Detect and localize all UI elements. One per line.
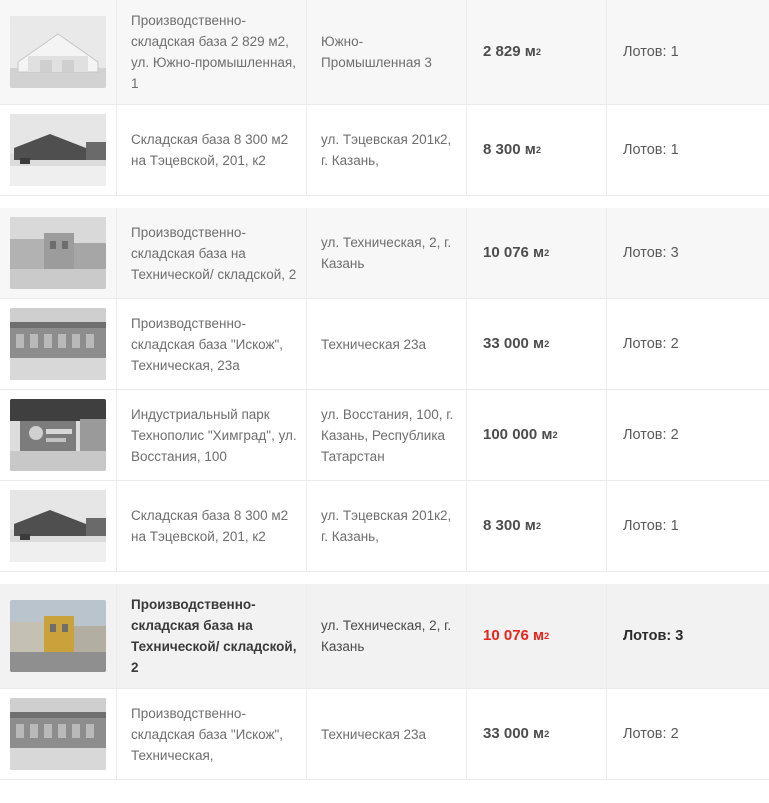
property-area-value: 33 000 м xyxy=(483,335,545,352)
table-row[interactable] xyxy=(0,584,769,689)
property-address: ул. Техническая, 2, г. Казань xyxy=(306,208,466,298)
row-separator xyxy=(0,196,769,208)
property-area: 100 000 м 2 xyxy=(466,390,606,480)
property-address: ул. Тэцевская 201к2, г. Казань, xyxy=(306,105,466,195)
property-lots: Лотов: 3 xyxy=(606,584,769,688)
table-row[interactable] xyxy=(0,0,769,105)
property-title[interactable]: Индустриальный парк Технополис "Химград", ул. Восстания, 100 xyxy=(116,390,306,480)
property-title[interactable]: Производственно-складская база "Искож", Техническая, xyxy=(116,689,306,779)
property-area: 8 300 м 2 xyxy=(466,105,606,195)
property-lots: Лотов: 1 xyxy=(606,481,769,571)
property-lots: Лотов: 2 xyxy=(606,299,769,389)
property-photo xyxy=(10,698,106,770)
row-thumbnail-cell[interactable] xyxy=(0,0,116,104)
table-row[interactable] xyxy=(0,105,769,196)
property-photo xyxy=(10,490,106,562)
property-title[interactable]: Складская база 8 300 м2 на Тэцевской, 201, к2 xyxy=(116,481,306,571)
property-address: ул. Восстания, 100, г. Казань, Республика Татарстан xyxy=(306,390,466,480)
row-thumbnail-cell[interactable] xyxy=(0,105,116,195)
property-photo xyxy=(10,16,106,88)
property-photo xyxy=(10,308,106,380)
property-area: 33 000 м 2 xyxy=(466,689,606,779)
property-area: 8 300 м 2 xyxy=(466,481,606,571)
property-area: 33 000 м 2 xyxy=(466,299,606,389)
table-row[interactable] xyxy=(0,390,769,481)
property-title[interactable]: Производственно-складская база 2 829 м2, ул. Южно-промышленная, 1 xyxy=(116,0,306,104)
property-area: 10 076 м 2 xyxy=(466,584,606,688)
row-thumbnail-cell[interactable] xyxy=(0,689,116,779)
property-area-value: 8 300 м xyxy=(483,517,536,534)
row-thumbnail-cell[interactable] xyxy=(0,584,116,688)
property-photo xyxy=(10,114,106,186)
property-lots: Лотов: 2 xyxy=(606,689,769,779)
property-area-value: 2 829 м xyxy=(483,43,536,60)
property-photo xyxy=(10,217,106,289)
property-area: 10 076 м 2 xyxy=(466,208,606,298)
property-title[interactable]: Производственно-складская база "Искож", Техническая, 23а xyxy=(116,299,306,389)
property-area-value: 10 076 м xyxy=(483,627,545,644)
property-lots: Лотов: 2 xyxy=(606,390,769,480)
row-thumbnail-cell[interactable] xyxy=(0,208,116,298)
table-row[interactable] xyxy=(0,689,769,780)
property-address: Техническая 23а xyxy=(306,689,466,779)
property-address: ул. Тэцевская 201к2, г. Казань, xyxy=(306,481,466,571)
property-area-value: 100 000 м xyxy=(483,426,553,443)
property-area: 2 829 м 2 xyxy=(466,0,606,104)
table-row[interactable] xyxy=(0,481,769,572)
property-address: Техническая 23а xyxy=(306,299,466,389)
property-address: ул. Техническая, 2, г. Казань xyxy=(306,584,466,688)
property-photo xyxy=(10,600,106,672)
row-thumbnail-cell[interactable] xyxy=(0,299,116,389)
property-area-value: 8 300 м xyxy=(483,141,536,158)
table-row[interactable] xyxy=(0,299,769,390)
table-row[interactable] xyxy=(0,208,769,299)
property-photo xyxy=(10,399,106,471)
property-area-value: 10 076 м xyxy=(483,244,545,261)
property-address: Южно-Промышленная 3 xyxy=(306,0,466,104)
property-lots: Лотов: 1 xyxy=(606,0,769,104)
property-area-value: 33 000 м xyxy=(483,725,545,742)
row-separator xyxy=(0,572,769,584)
property-lots: Лотов: 1 xyxy=(606,105,769,195)
property-lots: Лотов: 3 xyxy=(606,208,769,298)
property-title[interactable]: Складская база 8 300 м2 на Тэцевской, 201, к2 xyxy=(116,105,306,195)
row-thumbnail-cell[interactable] xyxy=(0,390,116,480)
property-title[interactable]: Производственно-складская база на Технической/ складской, 2 xyxy=(116,208,306,298)
property-title[interactable]: Производственно-складская база на Технической/ складской, 2 xyxy=(116,584,306,688)
row-thumbnail-cell[interactable] xyxy=(0,481,116,571)
